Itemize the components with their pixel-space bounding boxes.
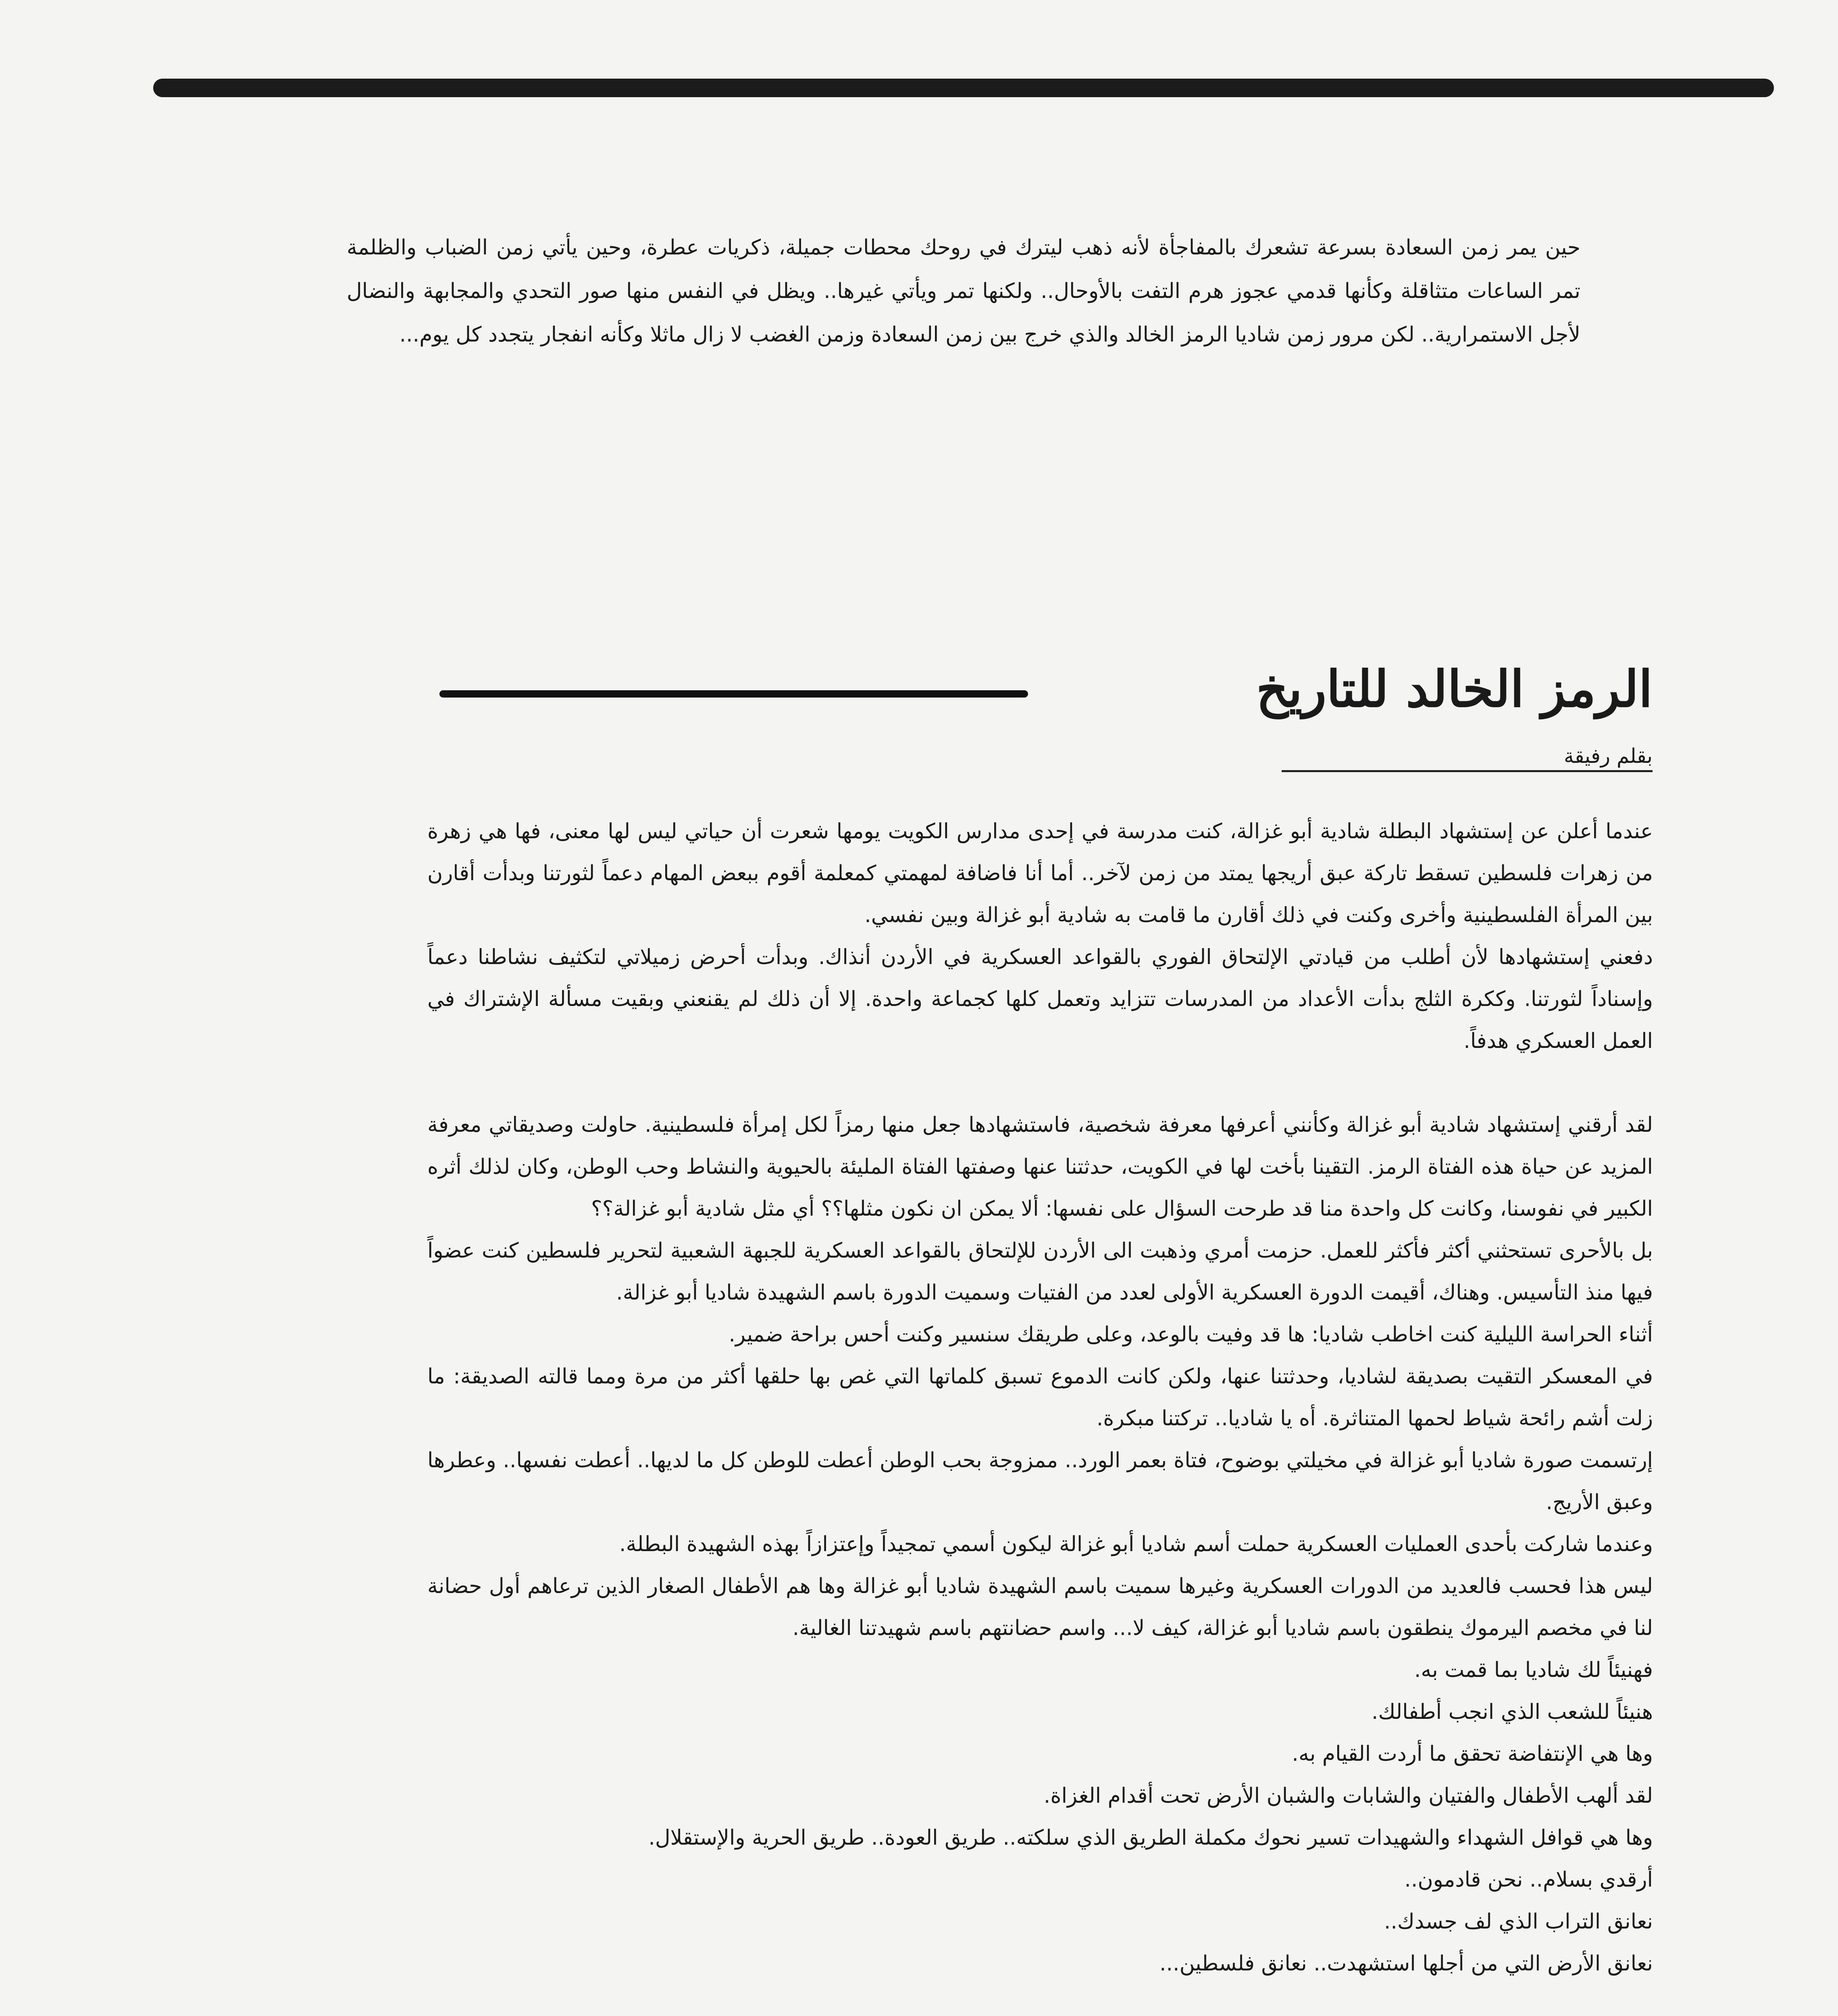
body-paragraph: نعانق التراب الذي لف جسدك.. <box>1384 1910 1653 1934</box>
body-paragraph: لقد ألهب الأطفال والفتيان والشابات والشبان الأرض تحت أقدام الغزاة. <box>1043 1784 1653 1808</box>
body-paragraph: دفعني إستشهادها لأن أطلب من قيادتي الإلتحاق الفوري بالقواعد العسكرية في الأردن أنذاك. وبدأت أحرض زميلاتي لتكثيف نشاطنا دعماً وإسناداً لثورتنا. وككرة الثلج بدأت الأعداد من المدرسات تتزايد وتعمل كلها كجماعة واحدة. إلا أن ذلك لم يقنعني وبقيت مسألة الإشتراك في العمل العسكري هدفاً. <box>427 945 1653 1053</box>
body-paragraph: هنيئاً للشعب الذي انجب أطفالك. <box>1371 1700 1653 1724</box>
body-paragraph: إرتسمت صورة شاديا أبو غزالة في مخيلتي بوضوح، فتاة بعمر الورد.. ممزوجة بحب الوطن أعطت للوطن كل ما لديها.. أعطت نفسها.. وعطرها وعبق الأريج. <box>427 1448 1653 1514</box>
body-paragraph: وعندما شاركت بأحدى العمليات العسكرية حملت أسم شاديا أبو غزالة ليكون أسمي تمجيداً وإعتزازاً بهذه الشهيدة البطلة. <box>619 1532 1653 1556</box>
title-underline <box>439 690 1028 698</box>
body-paragraph: أثناء الحراسة الليلية كنت اخاطب شاديا: ها قد وفيت بالوعد، وعلى طريقك سنسير وكنت أحس براحة ضمير. <box>729 1322 1653 1347</box>
body-paragraph: وها هي الإنتفاضة تحقق ما أردت القيام به. <box>1292 1742 1653 1766</box>
body-paragraph: في المعسكر التقيت بصديقة لشاديا، وحدثتنا عنها، ولكن كانت الدموع تسبق كلماتها التي غص بها حلقها أكثر من مرة ومما قالته الصديقة: ما زلت أشم رائحة شياط لحمها المتناثرة. أه يا شاديا.. تركتنا مبكرة. <box>427 1364 1653 1431</box>
top-divider <box>153 79 1774 97</box>
body-paragraph: بل بالأحرى تستحثني أكثر فأكثر للعمل. حزمت أمري وذهبت الى الأردن للإلتحاق بالقواعد العسكرية للجبهة الشعبية لتحرير فلسطين كنت عضواً فيها منذ التأسيس. وهناك، أقيمت الدورة العسكرية الأولى لعدد من الفتيات وسميت الدورة باسم الشهيدة شاديا أبو غزالة. <box>427 1239 1653 1305</box>
body-paragraph: ليس هذا فحسب فالعديد من الدورات العسكرية وغيرها سميت باسم الشهيدة شاديا أبو غزالة وها هم الأطفال الصغار الذين ترعاهم أول حضانة لنا في مخصم اليرموك ينطقون باسم شاديا أبو غزالة، كيف لا... واسم حضانتهم باسم شهيدتنا الغالية. <box>427 1574 1653 1640</box>
body-paragraph: لقد أرقني إستشهاد شادية أبو غزالة وكأنني أعرفها معرفة شخصية، فاستشهادها جعل منها رمزاً لكل إمرأة فلسطينية. حاولت وصديقاتي معرفة المزيد عن حياة هذه الفتاة الرمز. التقينا بأخت لها في الكويت، حدثتنا عنها وصفتها الفتاة المليئة بالحيوية والنشاط وحب الوطن، وكان لذلك أثره الكبير في نفوسنا، وكانت كل واحدة منا قد طرحت السؤال على نفسها: ألا يمكن ان نكون مثلها؟؟ أي مثل شادية أبو غزالة؟؟ <box>427 1113 1653 1221</box>
body-paragraph: عندما أعلن عن إستشهاد البطلة شادية أبو غزالة، كنت مدرسة في إحدى مدارس الكويت يومها شعرت أن حياتي ليس لها معنى، فها هي زهرة من زهرات فلسطين تسقط تاركة عبق أريجها يمتد من زمن لآخر.. أما أنا فاضافة لمهمتي كمعلمة أقوم ببعض المهام دعماً لثورتنا وبدأت أقارن بين المرأة الفلسطينية وأخرى وكنت في ذلك أقارن ما قامت به شادية أبو غزالة وبين نفسي. <box>427 819 1653 927</box>
article-title: الرمز الخالد للتاريخ <box>1256 660 1653 719</box>
intro-paragraph <box>347 226 1580 356</box>
article-body <box>427 810 1653 1985</box>
paragraph-gap <box>427 1062 1653 1104</box>
body-paragraph: أرقدي بسلام.. نحن قادمون.. <box>1404 1868 1653 1892</box>
article-byline: بقلم رفيقة <box>1282 742 1653 772</box>
body-paragraph: فهنيئاً لك شاديا بما قمت به. <box>1414 1658 1653 1682</box>
body-paragraph: وها هي قوافل الشهداء والشهيدات تسير نحوك مكملة الطريق الذي سلكته.. طريق العودة.. طريق الحرية والإستقلال. <box>648 1826 1653 1850</box>
body-paragraph: نعانق الأرض التي من أجلها استشهدت.. نعانق فلسطين... <box>1159 1951 1653 1976</box>
intro-text: حين يمر زمن السعادة بسرعة تشعرك بالمفاجأة لأنه ذهب ليترك في روحك محطات جميلة، ذكريات عطرة، وحين يأتي زمن الضباب والظلمة تمر الساعات متثاقلة وكأنها قدمي عجوز هرم التفت بالأوحال.. ولكنها تمر ويأتي غيرها.. ويظل في النفس منها صور التحدي والمجابهة والنضال لأجل الاستمرارية.. لكن مرور زمن شاديا الرمز الخالد والذي خرج بين زمن السعادة وزمن الغضب لا زال ماثلا وكأنه انفجار يتجدد كل يوم... <box>347 235 1580 347</box>
